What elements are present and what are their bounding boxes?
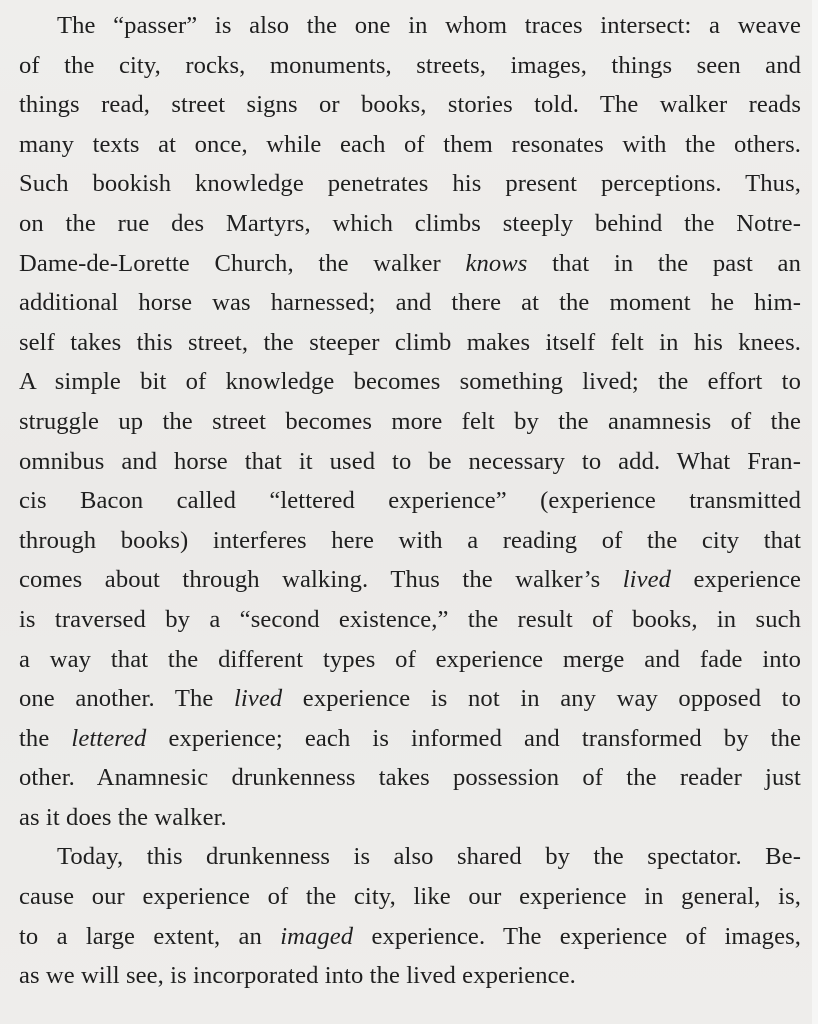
- text-run: experience is not in any way opposed to: [282, 685, 801, 713]
- text-line: [19, 85, 801, 125]
- text-run: a way that the different types of experience merge and fade into: [19, 645, 801, 673]
- text-run: many texts at once, while each of them resonates with the others.: [19, 130, 801, 158]
- text-line: [19, 6, 801, 46]
- text-run: other. Anamnesic drunkenness takes possession of the reader just: [19, 764, 801, 792]
- text-run: A simple bit of knowledge becomes something lived; the effort to: [19, 368, 801, 396]
- text-run: on the rue des Martyrs, which climbs steeply behind the Notre-: [19, 209, 801, 237]
- text-run: comes about through walking. Thus the walker’s: [19, 566, 623, 594]
- italic-phrase: imaged: [280, 922, 354, 950]
- text-run: Such bookish knowledge penetrates his present perceptions. Thus,: [19, 170, 801, 198]
- text-line: [19, 758, 801, 798]
- text-line: [19, 481, 801, 521]
- text-line: [19, 917, 801, 957]
- text-run: the: [19, 724, 72, 752]
- text-line: [19, 362, 801, 402]
- text-line: [19, 204, 801, 244]
- text-line: [19, 125, 801, 165]
- text-line: [19, 600, 801, 640]
- text-line: [19, 283, 801, 323]
- text-run: experience; each is informed and transformed by the: [146, 724, 801, 752]
- text-line: [19, 560, 801, 600]
- text-run: as we will see, is incorporated into the lived experience.: [19, 962, 576, 990]
- text-line: [19, 719, 801, 759]
- text-run: to a large extent, an: [19, 922, 281, 950]
- text-run: omnibus and horse that it used to be necessary to add. What Fran-: [19, 447, 801, 475]
- italic-phrase: lived: [233, 685, 283, 713]
- paragraph: [19, 6, 801, 837]
- text-line: [19, 402, 801, 442]
- text-run: additional horse was harnessed; and there at the moment he him-: [19, 289, 801, 317]
- text-line: [19, 164, 801, 204]
- text-run: of the city, rocks, monuments, streets, images, things seen and: [19, 51, 801, 79]
- text-line: [19, 640, 801, 680]
- italic-phrase: knows: [465, 249, 528, 277]
- text-line: [19, 442, 801, 482]
- paragraph: [19, 837, 801, 995]
- text-run: one another. The: [19, 685, 234, 713]
- text-run: experience: [671, 566, 801, 594]
- text-run: cis Bacon called “lettered experience” (experience transmitted: [19, 487, 801, 515]
- text-line: [19, 679, 801, 719]
- text-run: as it does the walker.: [19, 803, 227, 831]
- text-line: [19, 956, 801, 996]
- text-line: [19, 323, 801, 363]
- text-run: Today, this drunkenness is also shared by the spectator. Be-: [57, 843, 801, 871]
- text-run: struggle up the street becomes more felt by the anamnesis of the: [19, 407, 801, 435]
- text-line: [19, 46, 801, 86]
- text-run: things read, street signs or books, stories told. The walker reads: [19, 91, 801, 119]
- text-line: [19, 798, 801, 838]
- text-run: is traversed by a “second existence,” the result of books, in such: [19, 605, 801, 633]
- text-line: [19, 837, 801, 877]
- text-line: [19, 244, 801, 284]
- text-run: that in the past an: [527, 249, 801, 277]
- text-run: self takes this street, the steeper climb makes itself felt in his knees.: [19, 328, 801, 356]
- italic-phrase: lettered: [71, 724, 147, 752]
- text-run: experience. The experience of images,: [353, 922, 801, 950]
- text-line: [19, 877, 801, 917]
- text-run: through books) interferes here with a reading of the city that: [19, 526, 801, 554]
- body-text: [19, 6, 801, 996]
- italic-phrase: lived: [622, 566, 672, 594]
- text-run: The “passer” is also the one in whom traces intersect: a weave: [57, 12, 801, 39]
- page-edge: [812, 0, 818, 1024]
- text-run: cause our experience of the city, like our experience in general, is,: [19, 883, 801, 911]
- text-run: Dame-de-Lorette Church, the walker: [19, 249, 466, 277]
- text-line: [19, 521, 801, 561]
